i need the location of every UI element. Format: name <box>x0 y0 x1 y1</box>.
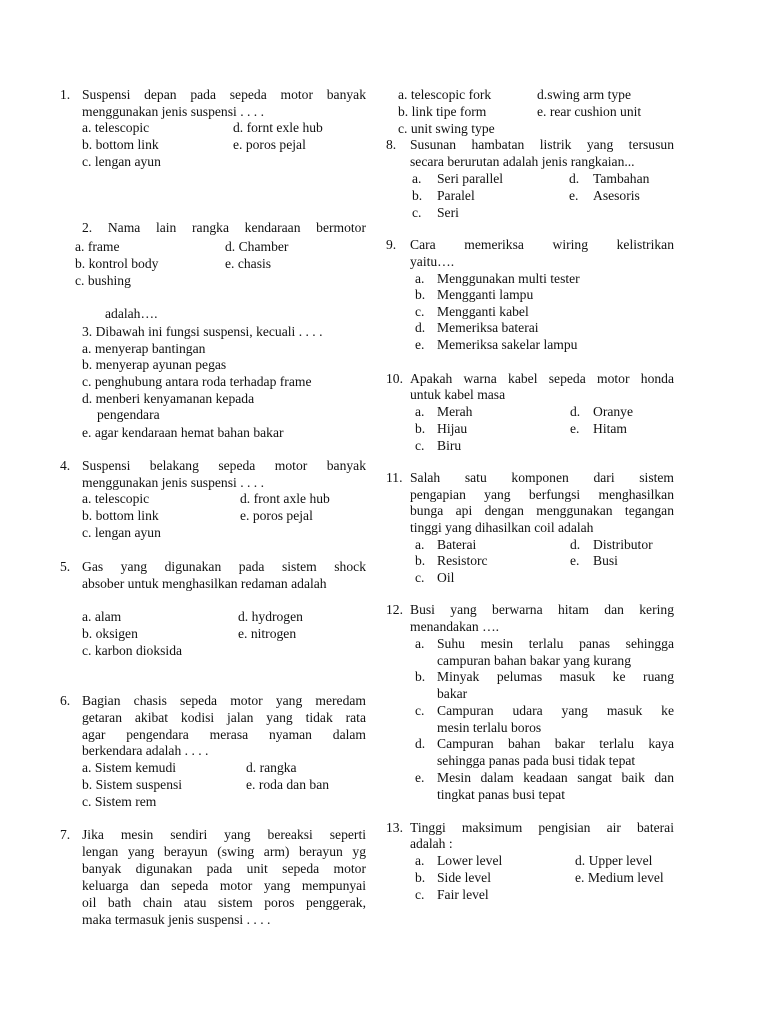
question-8-line: Susunan hambatan listrik yang tersusun <box>410 137 674 152</box>
option-d: d. rangka <box>246 760 297 775</box>
option-b-cont: bakar <box>437 686 468 701</box>
question-9-line: yaitu…. <box>410 254 455 269</box>
option-e: e. agar kendaraan hemat bahan bakar <box>82 425 284 440</box>
question-4-line: Suspensi belakang sepeda motor banyak <box>82 458 366 473</box>
question-2-tail: adalah…. <box>105 306 158 321</box>
option-b: Paralel <box>437 188 475 203</box>
question-1-number: 1. <box>60 87 71 102</box>
question-2-line: 2. Nama lain rangka kendaraan bermotor <box>82 220 366 235</box>
option-d: d. menberi kenyamanan kepada <box>82 391 255 406</box>
question-6-line: agar pengendara merasa nyaman dalam <box>82 727 366 742</box>
question-6-line: Bagian chasis sepeda motor yang meredam <box>82 693 366 708</box>
option-c-letter: c. <box>415 438 425 453</box>
option-c: c. bushing <box>75 273 131 288</box>
question-10-line: Apakah warna kabel sepeda motor honda <box>410 371 674 386</box>
option-a: a. alam <box>82 609 122 624</box>
option-c: Mengganti kabel <box>437 304 529 319</box>
option-c-letter: c. <box>412 205 422 220</box>
option-e: Mesin dalam keadaan sangat baik dan <box>437 770 674 785</box>
option-e: e. poros pejal <box>233 137 306 152</box>
option-c: c. karbon dioksida <box>82 643 183 658</box>
option-c-cont: mesin terlalu boros <box>437 720 542 735</box>
option-c: Fair level <box>437 887 489 902</box>
option-d-letter: d. <box>415 736 426 751</box>
question-13-line: Tinggi maksimum pengisian air baterai <box>410 820 674 835</box>
option-e: e. roda dan ban <box>246 777 330 792</box>
question-7-line: Jika mesin sendiri yang bereaksi seperti <box>82 827 366 842</box>
option-a: a. Sistem kemudi <box>82 760 177 775</box>
question-7-line: lengan yang berayun (swing arm) berayun yg <box>82 844 366 859</box>
question-8-number: 8. <box>386 137 397 152</box>
option-b-letter: b. <box>415 421 426 436</box>
option-e: e. chasis <box>225 256 272 271</box>
option-b: b. Sistem suspensi <box>82 777 183 792</box>
option-a: Baterai <box>437 537 477 552</box>
option-b: b. bottom link <box>82 137 159 152</box>
question-3-line: 3. Dibawah ini fungsi suspensi, kecuali . . . . <box>82 324 323 339</box>
question-13-line: adalah : <box>410 836 453 851</box>
option-b-letter: b. <box>415 287 426 302</box>
option-d-letter: d. <box>415 320 426 335</box>
option-d: Tambahan <box>593 171 650 186</box>
option-a-letter: a. <box>415 853 425 868</box>
option-b-letter: b. <box>415 870 426 885</box>
option-b: b. kontrol body <box>75 256 159 271</box>
option-c: c. Sistem rem <box>82 794 157 809</box>
option-e: e. nitrogen <box>238 626 297 641</box>
option-c: Biru <box>437 438 462 453</box>
option-d: d. front axle hub <box>240 491 330 506</box>
question-4-line: menggunakan jenis suspensi . . . . <box>82 475 264 490</box>
option-c-letter: c. <box>415 887 425 902</box>
question-7-line: maka termasuk jenis suspensi . . . . <box>82 912 271 927</box>
question-12-line: menandakan …. <box>410 619 500 634</box>
option-b: Side level <box>437 870 491 885</box>
question-12-line: Busi yang berwarna hitam dan kering <box>410 602 674 617</box>
option-c-letter: c. <box>415 570 425 585</box>
option-c: Campuran udara yang masuk ke <box>437 703 674 718</box>
option-a: a. telescopic <box>82 120 150 135</box>
question-11-line: bunga api dengan menggunakan tegangan <box>410 503 674 518</box>
option-b: Minyak pelumas masuk ke ruang <box>437 669 674 684</box>
question-7-number: 7. <box>60 827 71 842</box>
question-1-line: menggunakan jenis suspensi . . . . <box>82 104 264 119</box>
option-d: d. hydrogen <box>238 609 303 624</box>
option-d: d.swing arm type <box>537 87 632 102</box>
option-e: e. Medium level <box>575 870 664 885</box>
option-d: Campuran bahan bakar terlalu kaya <box>437 736 674 751</box>
option-e-cont: tingkat panas busi tepat <box>437 787 565 802</box>
question-9-number: 9. <box>386 237 397 252</box>
option-a: Merah <box>437 404 473 419</box>
option-a-letter: a. <box>412 171 422 186</box>
option-b: Resistorc <box>437 553 488 568</box>
option-e-letter: e. <box>415 770 425 785</box>
option-a: a. menyerap bantingan <box>82 341 206 356</box>
question-5-line: Gas yang digunakan pada sistem shock <box>82 559 366 574</box>
option-e: e. rear cushion unit <box>537 104 642 119</box>
question-4-number: 4. <box>60 458 71 473</box>
option-e-letter: e. <box>570 553 580 568</box>
option-d: d. fornt exle hub <box>233 120 323 135</box>
option-a-letter: a. <box>415 636 425 651</box>
option-a: Suhu mesin terlalu panas sehingga <box>437 636 674 651</box>
question-6-line: getaran akibat kodisi jalan yang tidak rata <box>82 710 366 725</box>
option-b-letter: b. <box>415 669 426 684</box>
option-c: c. lengan ayun <box>82 525 161 540</box>
option-a: a. telescopic fork <box>398 87 492 102</box>
option-d: Oranye <box>593 404 634 419</box>
option-a: Lower level <box>437 853 503 868</box>
option-b: b. menyerap ayunan pegas <box>82 357 227 372</box>
option-e-letter: e. <box>569 188 579 203</box>
option-d: Memeriksa baterai <box>437 320 539 335</box>
question-11-number: 11. <box>386 470 403 485</box>
option-d: d. Upper level <box>575 853 653 868</box>
question-10-line: untuk kabel masa <box>410 387 506 402</box>
question-7-line: oil bath chain atau sistem poros penggerak, <box>82 895 366 910</box>
option-b: Hijau <box>437 421 468 436</box>
option-a-cont: campuran bahan bakar yang kurang <box>437 653 632 668</box>
option-e-letter: e. <box>570 421 580 436</box>
option-a: a. telescopic <box>82 491 150 506</box>
option-a: Seri parallel <box>437 171 504 186</box>
option-e: Asesoris <box>593 188 640 203</box>
question-11-line: pengapian yang berfungsi menghasilkan <box>410 487 674 502</box>
option-c: c. penghubung antara roda terhadap frame <box>82 374 312 389</box>
option-d: Distributor <box>593 537 653 552</box>
option-d-cont: sehingga panas pada busi tidak tepat <box>437 753 636 768</box>
option-d-letter: d. <box>569 171 580 186</box>
option-c-letter: c. <box>415 703 425 718</box>
option-a-letter: a. <box>415 271 425 286</box>
option-a-letter: a. <box>415 404 425 419</box>
question-11-line: Salah satu komponen dari sistem <box>410 470 674 485</box>
option-b-letter: b. <box>415 553 426 568</box>
question-10-number: 10. <box>386 371 403 386</box>
option-a: a. frame <box>75 239 120 254</box>
option-d: d. Chamber <box>225 239 289 254</box>
question-13-number: 13. <box>386 820 403 835</box>
option-c: Seri <box>437 205 459 220</box>
question-9-line: Cara memeriksa wiring kelistrikan <box>410 237 674 252</box>
question-8-line: secara berurutan adalah jenis rangkaian... <box>410 154 635 169</box>
option-a: Menggunakan multi tester <box>437 271 580 286</box>
question-1-line: Suspensi depan pada sepeda motor banyak <box>82 87 366 102</box>
option-a-letter: a. <box>415 537 425 552</box>
option-b: Mengganti lampu <box>437 287 534 302</box>
option-c: c. unit swing type <box>398 121 495 136</box>
option-b: b. oksigen <box>82 626 138 641</box>
option-b: b. bottom link <box>82 508 159 523</box>
option-c: Oil <box>437 570 455 585</box>
question-7-line: banyak digunakan pada unit sepeda motor <box>82 861 366 876</box>
option-c-letter: c. <box>415 304 425 319</box>
question-5-number: 5. <box>60 559 71 574</box>
question-5-line: absober untuk menghasilkan redaman adalah <box>82 576 327 591</box>
option-c: c. lengan ayun <box>82 154 161 169</box>
option-e: Memeriksa sakelar lampu <box>437 337 578 352</box>
option-e: Busi <box>593 553 618 568</box>
option-e: e. poros pejal <box>240 508 313 523</box>
option-d-cont: pengendara <box>97 407 160 422</box>
question-11-line: tinggi yang dihasilkan coil adalah <box>410 520 594 535</box>
option-e: Hitam <box>593 421 627 436</box>
question-7-line: keluarga dan sepeda motor yang mempunyai <box>82 878 366 893</box>
option-b-letter: b. <box>412 188 423 203</box>
option-d-letter: d. <box>570 404 581 419</box>
question-6-line: berkendara adalah . . . . <box>82 743 209 758</box>
question-12-number: 12. <box>386 602 403 617</box>
question-6-number: 6. <box>60 693 71 708</box>
option-e-letter: e. <box>415 337 425 352</box>
option-d-letter: d. <box>570 537 581 552</box>
option-b: b. link tipe form <box>398 104 487 119</box>
